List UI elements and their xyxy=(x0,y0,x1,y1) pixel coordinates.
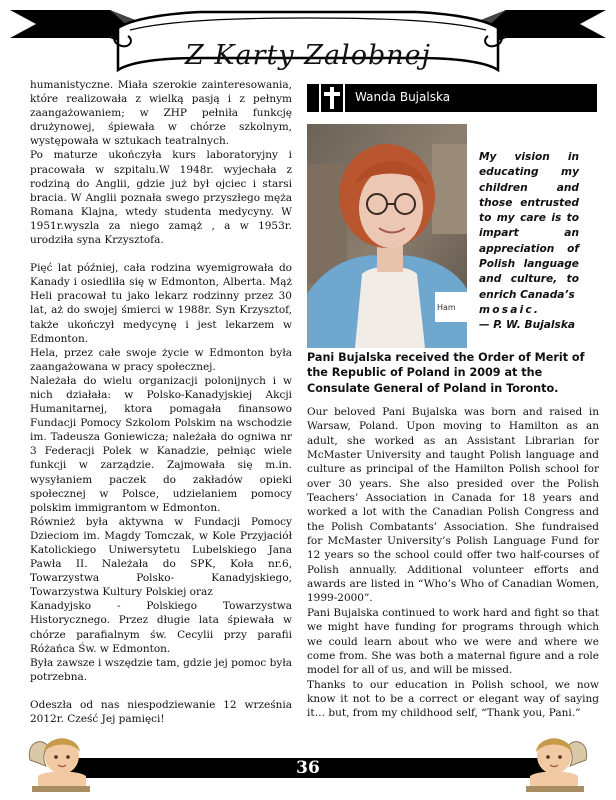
right-column-article xyxy=(307,405,599,721)
paragraph: humanistyczne. Miała szerokie zainteresowania, które realizowała z wielką pasją i z pełnym zaangażowaniem; w ZHP pełniła funkcję drużynowej, śpiewała w chórze szkolnym, występowała w sztukach teatralnych. xyxy=(30,79,292,148)
quote-text: My vision in educating my children and those entrusted to my care is to impart an appreciation of Polish language and culture, to enrich Canada’s xyxy=(479,151,579,301)
paragraph: Hela, przez całe swoje życie w Edmonton była zaangażowana w pracy społecznej. xyxy=(30,346,292,373)
photo-caption: Pani Bujalska received the Order of Merit of the Republic of Poland in 2009 at the Consulate General of Poland in Toronto. xyxy=(307,351,585,395)
paragraph: Pani Bujalska continued to work hard and fight so that we might have funding for programs through which we could learn about who we were and where we come from. She was both a maternal figure and a role model for all of us, and will be missed. xyxy=(307,606,599,677)
paragraph: Kanadyjsko - Polskiego Towarzystwa Historycznego. Przez długie lata śpiewała w chórze parafialnym św. Cecylii przy parafii Różańca Św. w Edmonton. xyxy=(30,600,292,655)
paragraph: Również była aktywna w Fundacji Pomocy Dzieciom im. Magdy Tomczak, w Kole Przyjaciół Katolickiego Uniwersytetu Lubelskiego Jana Pawła II. Należała do SPK, Koła nr.6, Towarzystwa Polsko- Kanadyjskiego, Towarzystwa Kultury Polskiej oraz xyxy=(30,515,292,599)
cherub-right-icon xyxy=(524,730,590,796)
obituary-name-bar xyxy=(307,84,597,112)
paragraph: Należała do wielu organizacji polonijnych i w nich działała: w Polsko-Kanadyjskiej Akcji Humanitarnej, ktora pomagała finansowo Fundacji Pomocy Szkolom Polskim na wschodzie im. Tadeusza Goniewicza; należała do ogniwa nr 3 Federacji Polek w Kanadzie, pełniąc wiele funkcji w zarządzie. Zajmowała się m.in. wysyłaniem paczek do zakładów opieki społecznej w Polsce, udzielaniem pomocy polskim immigrantom w Edmonton. xyxy=(30,374,292,514)
header-banner xyxy=(0,0,616,82)
paragraph: Pięć lat później, cała rodzina wyemigrowała do Kanady i osiedliła się w Edmonton, Alberta. Mąż Heli pracował tu jako lekarz rodzinny przez 30 lat, aż do swojej śmierci w 1988r. Syn Krzysztof, także ukończył medycynę i jest lekarzem w Edmonton. xyxy=(30,262,292,345)
paragraph: Była zawsze i wszędzie tam, gdzie jej pomoc była potrzebna. xyxy=(30,656,292,683)
cherub-left-icon xyxy=(26,730,92,796)
portrait-photo xyxy=(307,124,467,348)
paragraph: Odeszła od nas niespodziewanie 12 września 2012r. Cześć Jej pamięci! xyxy=(30,698,292,726)
page-number: 36 xyxy=(296,758,320,778)
deceased-name: Wanda Bujalska xyxy=(355,90,451,104)
quote-signature: — P. W. Bujalska xyxy=(479,319,576,332)
badge-text: Ham xyxy=(437,303,456,312)
left-column-article xyxy=(30,78,292,726)
paragraph: Po maturze ukończyła kurs laboratoryjny i pracowała w szpitalu.W 1948r. wyjechała z rodziną do Anglii, gdzie już był ojciec i starsi bracia. W Anglii poznała swego przyszłego męża Romana Klajna, wtedy studenta medycyny. W 1951r.wyszla za niego zamąż , a w 1953r. urodziła syna Krzysztofa. xyxy=(30,149,292,247)
page-title: Z Karty Zalobnej xyxy=(185,40,431,71)
quote-last-word: mosaic. xyxy=(479,303,541,316)
page-footer xyxy=(0,730,616,800)
cross-icon xyxy=(319,84,345,112)
paragraph: Thanks to our education in Polish school, we now know it not to be a correct or elegant way of saying it… but, from my childhood self, “Thank you, Pani.” xyxy=(307,678,599,720)
paragraph: Our beloved Pani Bujalska was born and raised in Warsaw, Poland. Upon moving to Hamilton as an adult, she worked as an Assistant Librarian for McMaster University and taught Polish language and culture as principal of the Hamilton Polish school for over 30 years. She also presided over the Polish Teachers’ Association in Canada for 18 years and worked a lot with the Canadian Polish Congress and the Polish Combatants’ Association. She fundraised for McMaster University’s Polish Language Fund for 12 years so the school could offer two half-courses of Polish annually. Additional volunteer efforts and awards are listed in “Who’s Who of Canadian Women, 1999-2000”. xyxy=(307,406,599,605)
quote-block xyxy=(479,150,579,334)
